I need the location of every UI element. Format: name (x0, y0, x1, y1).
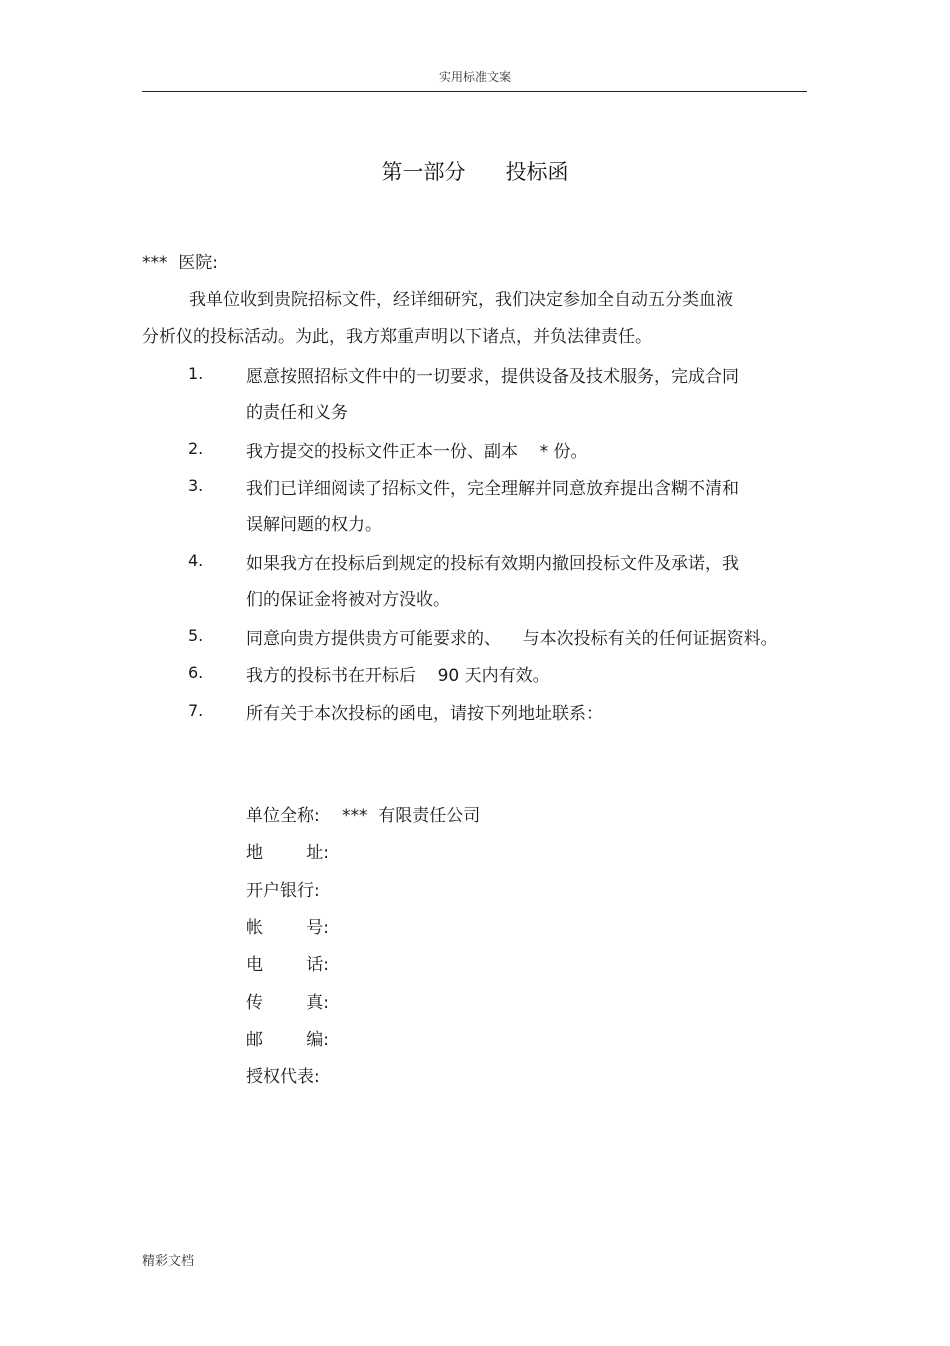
item-text: 我们已详细阅读了招标文件，完全理解并同意放弃提出含糊不清和 (246, 479, 739, 499)
contact-label-company: 单位全称: (246, 806, 320, 826)
item-text-cont: 误解问题的权力。 (246, 515, 382, 535)
page-footer: 精彩文档 (142, 1254, 195, 1269)
item-text: 所有关于本次投标的函电，请按下列地址联系： (246, 704, 603, 724)
item-text: 愿意按照招标文件中的一切要求，提供设备及技术服务，完成合同 (246, 367, 739, 387)
item-number: 5. (188, 626, 204, 645)
intro-line-2: 分析仪的投标活动。为此，我方郑重声明以下诸点，并负法律责任。 (142, 327, 652, 347)
intro-line-1: 我单位收到贵院招标文件，经详细研究，我们决定参加全自动五分类血液 (189, 290, 733, 310)
contact-label-bank: 开户银行: (246, 881, 320, 901)
item-number: 7. (188, 701, 204, 720)
item-number: 1. (188, 364, 204, 383)
contact-label-representative: 授权代表: (246, 1067, 320, 1087)
item-text: 我方提交的投标文件正本一份、副本 * 份。 (246, 442, 588, 462)
salutation: *** 医院: (142, 253, 219, 273)
contact-label-postcode: 邮 编: (246, 1030, 329, 1050)
item-text: 我方的投标书在开标后 90 天内有效。 (246, 666, 550, 686)
item-number: 2. (188, 439, 204, 458)
item-text: 如果我方在投标后到规定的投标有效期内撤回投标文件及承诺，我 (246, 554, 739, 574)
page-header: 实用标准文案 (438, 70, 511, 84)
contact-label-fax: 传 真: (246, 993, 329, 1013)
item-text-cont: 们的保证金将被对方没收。 (246, 590, 450, 610)
item-number: 4. (188, 551, 204, 570)
contact-label-phone: 电 话: (246, 955, 329, 975)
item-text-cont: 的责任和义务 (246, 403, 348, 423)
item-text: 同意向贵方提供贵方可能要求的、 与本次投标有关的任何证据资料。 (246, 629, 778, 649)
item-number: 3. (188, 476, 204, 495)
contact-label-address: 地 址: (246, 843, 329, 863)
contact-label-account: 帐 号: (246, 918, 329, 938)
item-number: 6. (188, 663, 204, 682)
contact-value-company: *** 有限责任公司 (342, 806, 481, 826)
header-divider (142, 91, 807, 92)
document-title: 第一部分 投标函 (381, 160, 569, 184)
